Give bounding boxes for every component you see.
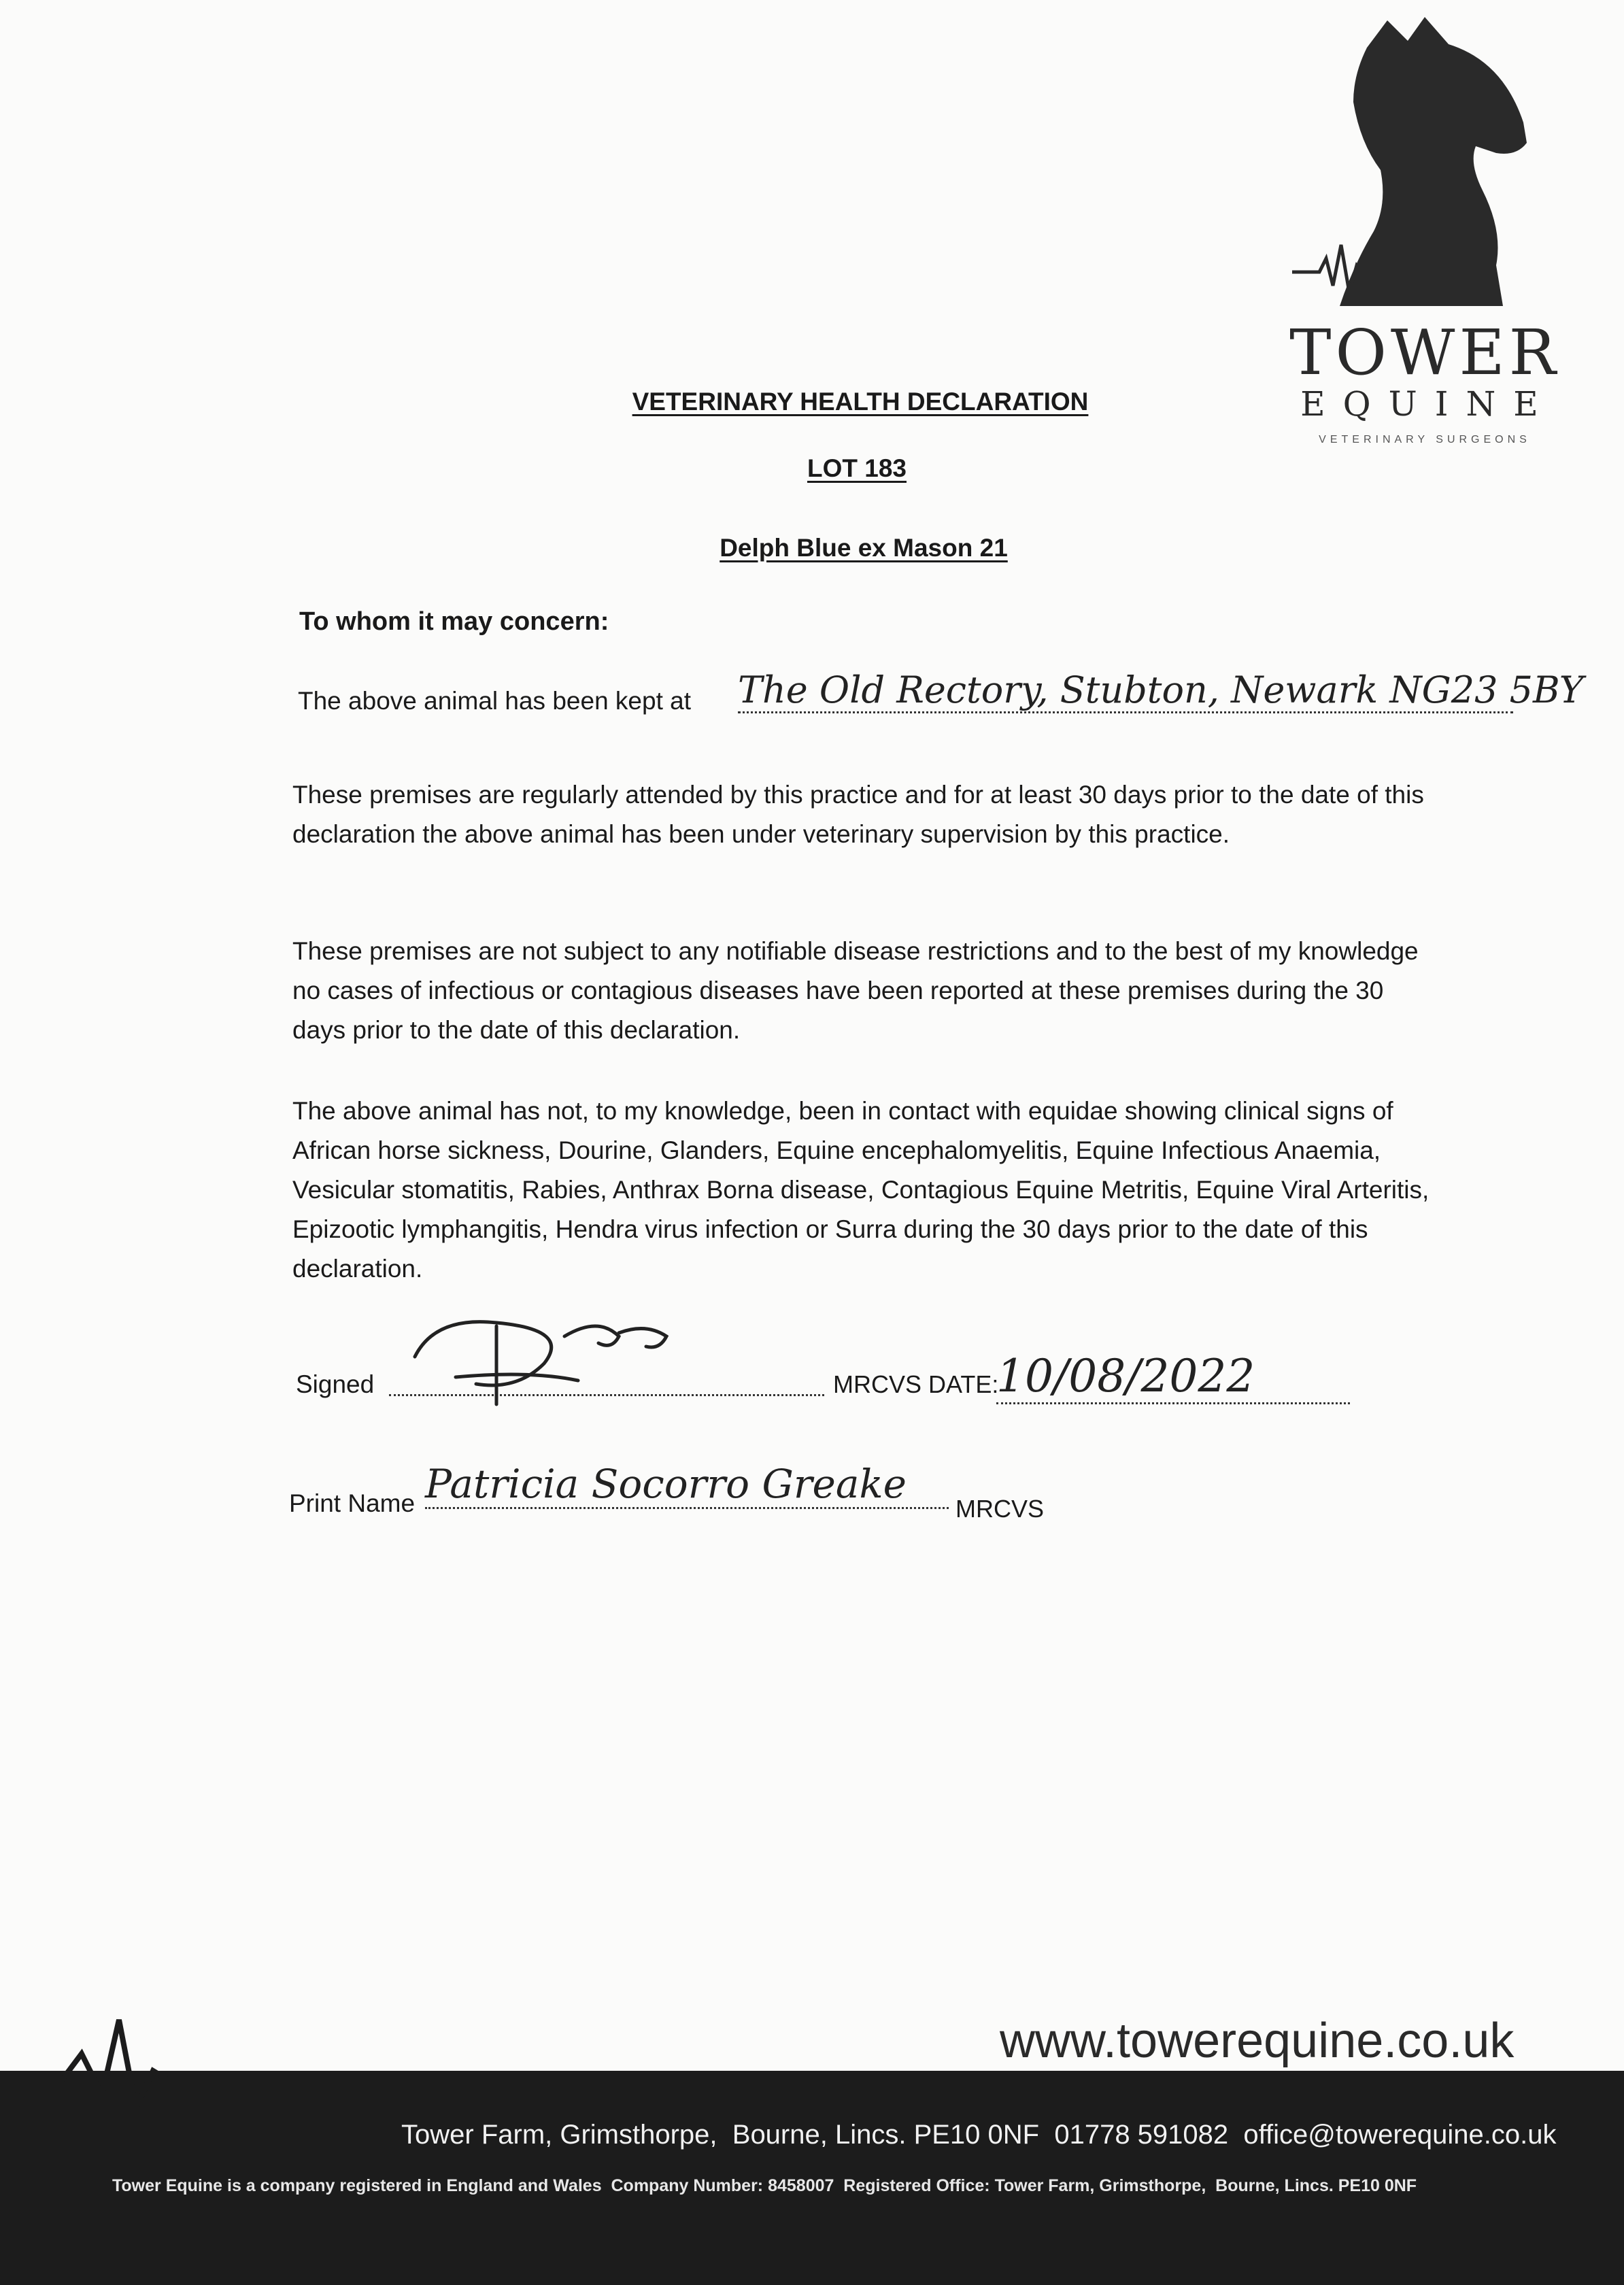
lot-number: LOT 183 [807,454,907,482]
print-name-label: Print Name [289,1489,416,1517]
kept-at-address: The Old Rectory, Stubton, Newark NG23 5BY [738,668,1513,713]
paragraph-no-restrictions: These premises are not subject to any notifiable disease restrictions and to the best of my knowledge no cases of infectious or contagious diseases have been reported at these premises during the 30 days prior to the date of this declaration. [292,937,1419,1044]
mrcvs-date-label: MRCVS DATE: [833,1370,999,1398]
signed-label: Signed [296,1370,375,1398]
company-logo [1279,7,1564,449]
signature-scribble [394,1309,694,1411]
animal-name: Delph Blue ex Mason 21 [720,534,1008,562]
paragraph-no-contact: The above animal has not, to my knowledge, been in contact with equidae showing clinical signs of African horse sickness, Dourine, Glanders, Equine encephalomyelitis, Equine Infectious Anaemia, Vesicular stomatitis, Rabies, Anthrax Borna disease, Contagious Equine Metritis, Equine Viral Arteritis, Epizootic lymphangitis, Hendra virus infection or Surra during the 30 days prior to the date of this declaration. [292,1097,1430,1283]
mrcvs-suffix: MRCVS [955,1495,1045,1523]
website-url: www.towerequine.co.uk [1000,2014,1515,2068]
footer-contact: Tower Farm, Grimsthorpe, Bourne, Lincs. PE10 0NF 01778 591082 office@towerequine.co.uk [401,2120,1557,2150]
declaration-date: 10/08/2022 [996,1350,1350,1404]
kept-at-label: The above animal has been kept at [298,687,691,715]
heartbeat-line-icon [0,2006,245,2122]
footer-registration: Tower Equine is a company registered in England and Wales Company Number: 8458007 Registered Office: Tower Farm, Grimsthorpe, Bourne, Lincs. PE10 0NF [112,2176,1417,2195]
printed-name: Patricia Socorro Greake [425,1461,949,1509]
horse-head-icon [1279,7,1564,326]
salutation: To whom it may concern: [299,607,609,636]
document-title: VETERINARY HEALTH DECLARATION [632,388,1089,416]
logo-name-line1: TOWER [1289,316,1560,389]
logo-tagline: VETERINARY SURGEONS [1319,434,1531,445]
paragraph-supervision: These premises are regularly attended by this practice and for at least 30 days prior to the date of this declaration the above animal has been under veterinary supervision by this practice. [292,781,1424,848]
logo-name-line2: EQUINE [1300,384,1556,424]
